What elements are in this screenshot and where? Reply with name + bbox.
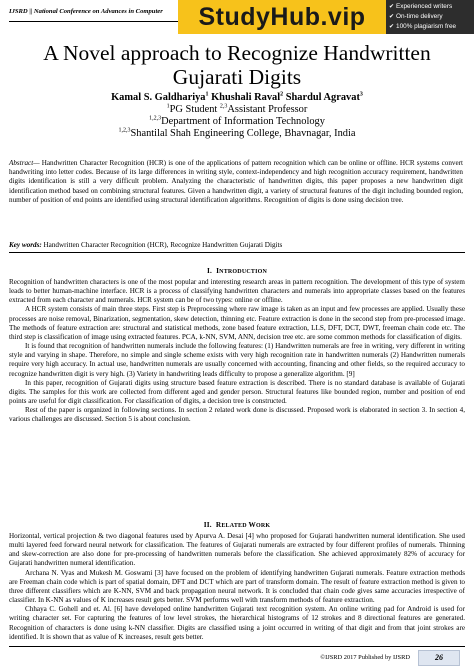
- footer-rule: [9, 646, 465, 647]
- footer-copyright: ©IJSRD 2017 Published by IJSRD: [320, 654, 410, 661]
- promo-features[interactable]: [386, 0, 474, 34]
- affiliation-roles: $^1$PG Student $^{2,3}$Assistant Professor: [166, 103, 308, 115]
- abstract-label: Abstract—: [9, 159, 40, 167]
- section-introduction-body: [9, 278, 465, 425]
- affiliation-college: $^{1,2,3}$Shantilal Shah Engineering College, Bhavnagar, India: [118, 127, 356, 139]
- paragraph: In this paper, recognition of Gujarati digits using structure based feature extraction is described. There is no standard database is available of Gujarati digits. The samples for this work are collected from different aged and gender person. Structural features like bounded region, number and position of end points are useful for digit classification. For classification of digits, a decision tree is constructed.: [9, 378, 465, 406]
- paragraph: It is found that recognition of handwritten numerals include the following features: (1) Handwritten numerals are free in writing, very different in writing style and varying in shape. Therefore, no simple and single scheme exists with very high recognition rate in handwritten numerals (2) Handwritten numerals require very high accuracy. In actual use, handwritten numerals are usually concerned with accounting, financing and other fields, so the required accuracy to recognize handwritten digit is very high. (3) Variety in handwriting leads difficulty to propose a generalize algorithm. [9]: [9, 342, 465, 378]
- page-number: 26: [418, 650, 460, 666]
- keywords: [9, 241, 463, 250]
- paragraph: A HCR system consists of main three steps. First step is Preprocessing where raw image is taken as an input and few processes are applied. Usually these processes are noise removal, Binarization, segmentation, skew detection, thinning etc. Feature extraction is done in the second step from pre-processed image. The methods of feature extraction are: structural and statistical methods, zone based feature extraction, LLS, DFT, DCT, DWT, freeman chain code etc. The third step is classification of image using extracted features. PCA, k-NN, SVM, ANN, decision tree etc. are some common methods for classification of digits.: [9, 305, 465, 341]
- promo-feature-1: ✔ Experienced writers: [389, 3, 453, 10]
- paragraph: Rest of the paper is organized in following sections. In section 2 related work done is discussed. Proposed work is elaborated in section 3. In section 4, various challenges are discussed. Section 5 is about conclusion.: [9, 406, 465, 424]
- studyhub-logo: StudyHub.vip: [198, 2, 366, 31]
- paragraph: Recognition of handwritten characters is one of the most popular and interesting research areas in pattern recognition. The development of this type of system leads to better human-machine interface. HCR is a process of classifying handwritten characters and numerals into appropriate classes based on the features extracted from each character and numerals. HCR system can be of two types: online or offline.: [9, 278, 465, 305]
- check-icon: ✔: [389, 24, 395, 30]
- paper-title: [40, 41, 434, 89]
- author-name: Kamal S. Galdhariya: [111, 92, 206, 103]
- journal-header: IJSRD || National Conference on Advances in Computer: [9, 8, 163, 15]
- paragraph: Archana N. Vyas and Mukesh M. Goswami [3] have focused on the problem of identifying handwritten Gujarati numerals. Feature extraction methods are Freeman chain code which is part of spatial domain, DFT and DCT which are part of transform domain. The result of feature extraction method is given to three different classifiers which are K-NN, SVM and back propagation neural network. It is concluded that chain code gives same accuracies irrespective of classifier. In K-NN as values of K increases result gets better. SVM performs well with transform methods of feature extraction.: [9, 568, 465, 605]
- section-heading-introduction: I. INTRODUCTION: [206, 266, 268, 275]
- paper-title-line-1: A Novel approach to Recognize Handwritten: [43, 41, 431, 65]
- author-name: Khushali Raval: [211, 92, 281, 103]
- studyhub-logo-banner[interactable]: [178, 0, 386, 34]
- promo-feature-3: ✔ 100% plagiarism free: [389, 23, 457, 30]
- affiliation-department: $^{1,2,3}$Department of Information Technology: [149, 115, 325, 127]
- keywords-rule: [9, 252, 465, 253]
- paragraph: Horizontal, vertical projection & two diagonal features used by Apurva A. Desai [4] who proposed for Gujarati handwritten numeral identification. She used multi layered feed forward neural network for classification. The features of Gujarati numerals are extracted by four different profiles of numerals. Thinning and skew-correction are also done for pre-processing of handwritten numerals before the classification. She achieved approximately 82% of accuracy for Gujarati handwritten numeral identification.: [9, 532, 465, 568]
- promo-feature-2: ✔ On-time delivery: [389, 13, 443, 20]
- check-icon: ✔: [389, 4, 395, 10]
- abstract-text: Handwritten Character Recognition (HCR) is one of the applications of pattern recognition which can be online or offline. HCR systems convert handwriting into letter codes. Because of its large differences in writing style, context-independency and high recognition accuracy requirement, handwritten digits identification is still a very difficult problem. Analyzing the characteristic of handwritten digits, this paper proposes a new handwritten digit identification method based on combining structural features. Given a handwritten digit, a variety of structural features of the digit including bounded region, number of position of end points are identified using structural identification algorithms. Recognition of digits is done using decision tree.: [9, 159, 463, 204]
- author-list: Kamal S. Galdhariya$^1$ Khushali Raval$^2$ Shardul Agravat$^3$: [111, 91, 363, 103]
- author-name: Shardul Agravat: [285, 92, 360, 103]
- keywords-label: Key words:: [9, 241, 42, 249]
- check-icon: ✔: [389, 14, 395, 20]
- section-related-work-body: [9, 532, 465, 642]
- keywords-text: Handwritten Character Recognition (HCR), Recognize Handwritten Gujarati Digits: [41, 241, 283, 249]
- paper-title-line-2: Gujarati Digits: [172, 65, 302, 89]
- abstract: [9, 159, 463, 205]
- paragraph: Chhaya C. Gohell and et. Al. [6] have developed online handwritten Gujarati text recognition system. An online writing pad for Android is used for writing character set. For capturing the features of low level strokes, the hierarchical histograms of 12 strokes and 8 directional features are generated. Recognition of characters is done using k-NN classifier. Digits are classified using a joint occurred in writing of that digit and from that joint strokes are identified. It is shown that as value of K increases, result gets better.: [9, 605, 465, 641]
- section-heading-related-work: II. RELATED WORK: [203, 520, 271, 529]
